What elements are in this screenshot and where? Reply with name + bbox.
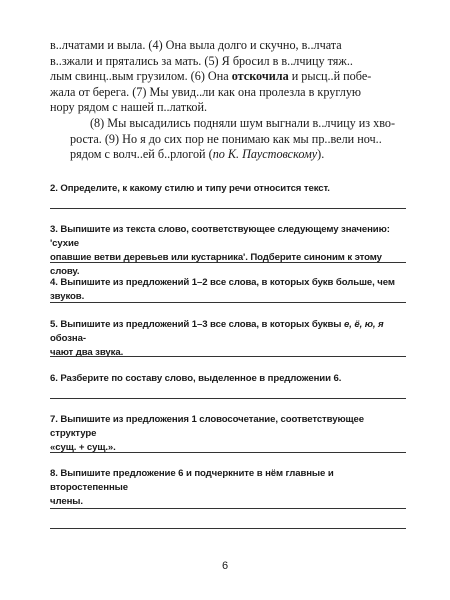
passage-line: в..лчатами и выла. (4) Она выла долго и скучно, в..лчата: [50, 38, 342, 52]
passage-line: жала от берега. (7) Мы увид..ли как она пролезла в круглую: [50, 84, 362, 99]
answer-line[interactable]: [50, 356, 406, 357]
task-7: [50, 413, 406, 455]
task-question-line: 8. Выпишите предложение 6 и подчеркните в нём главные и второстепенные: [50, 468, 334, 493]
task-6: [50, 372, 406, 386]
task-question-line: [50, 318, 406, 346]
task-text: обозна-: [50, 333, 86, 344]
highlighted-word: отскочила: [231, 69, 289, 84]
passage-line: [50, 147, 410, 163]
task-question: 4. Выпишите из предложений 1–2 все слова, в которых букв больше, чем звуков.: [50, 277, 395, 302]
task-4: [50, 276, 406, 304]
passage-paragraph-1: [50, 38, 410, 116]
author-attribution: по К. Паустовскому: [212, 147, 318, 162]
answer-line[interactable]: [50, 302, 406, 303]
task-question: 2. Определите, к какому стилю и типу речи относится текст.: [50, 183, 330, 194]
task-question-line: опавшие ветви деревьев или кустарника'. Подберите синоним к этому слову.: [50, 252, 382, 277]
page-number: 6: [221, 560, 229, 572]
task-question-line: «сущ. + сущ.».: [50, 442, 116, 453]
task-question-line: чают два звука.: [50, 347, 124, 358]
task-question-line: 7. Выпишите из предложения 1 словосочетание, соответствующее структуре: [50, 414, 365, 439]
answer-line[interactable]: [50, 452, 406, 453]
task-3: [50, 223, 406, 279]
answer-line[interactable]: [50, 508, 406, 509]
task-5: [50, 318, 406, 360]
passage-line: в..зжали и прятались за мать. (5) Я бросил в в..лчицу тяж..: [50, 53, 353, 68]
passage-text: ).: [317, 147, 325, 162]
passage-line: (8) Мы высадились подняли шум выгнали в..лчицу из хво-: [90, 115, 396, 130]
answer-line[interactable]: [50, 262, 406, 263]
task-question-line: 3. Выпишите из текста слово, соответствующее следующему значению: 'сухие: [50, 224, 390, 249]
passage-text: рядом с волч..ей б..рлогой (: [70, 147, 213, 162]
passage-text: и рысц..й побе-: [291, 69, 372, 84]
task-letters: е, ё, ю, я: [343, 319, 384, 330]
task-question: 6. Разберите по составу слово, выделенное в предложении 6.: [50, 373, 342, 384]
passage-paragraph-2: [50, 116, 410, 163]
answer-line[interactable]: [50, 528, 406, 529]
passage-line: нору рядом с нашей п..латкой.: [50, 100, 208, 115]
task-8: [50, 467, 406, 509]
passage-line: [50, 69, 410, 85]
task-text: 5. Выпишите из предложений 1–3 все слова, в которых буквы: [50, 319, 342, 330]
passage-text: лым свинц..вым грузилом. (6) Она: [50, 69, 229, 84]
answer-line[interactable]: [50, 398, 406, 399]
task-2: [50, 182, 406, 196]
passage-line: роста. (9) Но я до сих пор не понимаю как мы пр..вели ноч..: [70, 131, 382, 146]
text-passage: [50, 38, 410, 163]
task-question-line: члены.: [50, 496, 83, 507]
answer-line[interactable]: [50, 208, 406, 209]
